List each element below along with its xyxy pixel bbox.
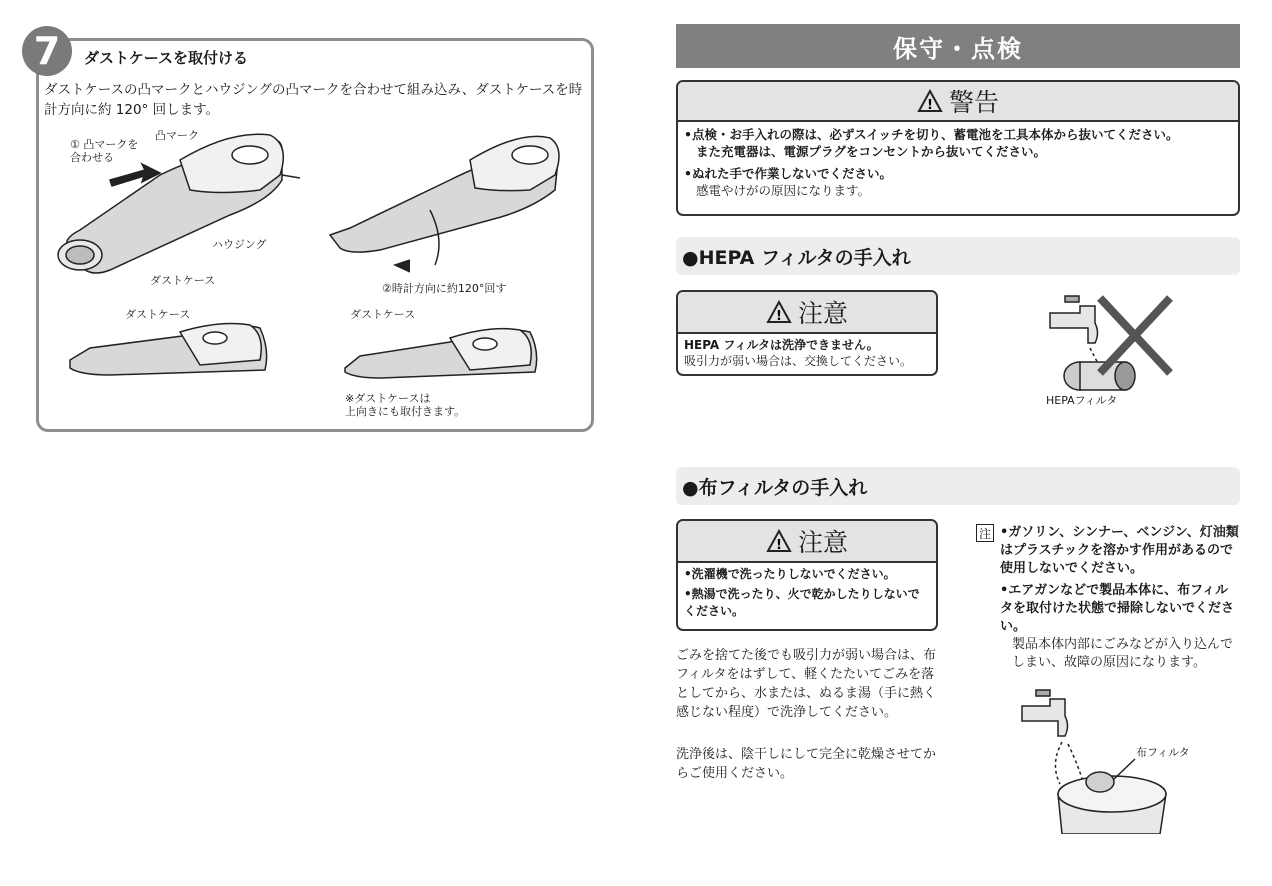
- vacuum-illustration-case-up: [345, 329, 537, 378]
- cross-icon: [1100, 298, 1170, 373]
- cloth-caution-box: [676, 519, 938, 631]
- label-rotate: ②時計方向に約120°回す: [382, 282, 507, 295]
- note-item-1: •ガソリン、シンナー、ベンジン、灯油類はプラスチックを溶かす作用があるので使用しないでください。: [1000, 525, 1239, 576]
- caution-triangle-icon: [766, 300, 792, 324]
- faucet-icon: [1050, 306, 1098, 343]
- hepa-caution-body: [678, 334, 936, 372]
- warning-item-1: •点検・お手入れの際は、必ずスイッチを切り、蓄電池を工具本体から抜いてください。: [684, 127, 1179, 142]
- note-mark: 注: [976, 524, 994, 542]
- hepa-filter-label: HEPAフィルタ: [1046, 394, 1118, 407]
- step-description: ダストケースの凸マークとハウジングの凸マークを合わせて組み込み、ダストケースを時計方向に約 120° 回します。: [44, 82, 583, 118]
- cloth-filter-icon: [1086, 772, 1114, 792]
- warning-triangle-icon: [917, 89, 943, 113]
- label-dust-case-2: ダストケース: [125, 308, 191, 321]
- cloth-paragraph-1: ごみを捨てた後でも吸引力が弱い場合は、布フィルタをはずして、軽くたたいてごみを落としてから、水または、ぬるま湯（手に熱く感じない程度）で洗浄してください。: [676, 648, 937, 720]
- cloth-caution-item-2: •熱湯で洗ったり、火で乾かしたりしないでください。: [684, 587, 920, 618]
- cloth-caution-body: [678, 563, 936, 623]
- cloth-paragraph-2: 洗浄後は、陰干しにして完全に乾燥させてからご使用ください。: [676, 747, 937, 781]
- step-number-badge: 7: [22, 26, 72, 76]
- warning-item-1b: また充電器は、電源プラグをコンセントから抜いてください。: [696, 144, 1047, 159]
- faucet-icon: [1022, 699, 1068, 736]
- warning-item-2: •ぬれた手で作業しないでください。: [684, 166, 892, 181]
- cloth-caution-header: [678, 521, 936, 563]
- dust-case-illustrations: [50, 120, 590, 420]
- hepa-caution-title: 注意: [797, 299, 848, 328]
- cloth-caution-title: 注意: [797, 528, 848, 557]
- warning-item-2-detail: 感電やけがの原因になります。: [696, 183, 871, 198]
- label-dust-case: ダストケース: [150, 274, 216, 287]
- svg-text:!: !: [927, 98, 933, 113]
- hepa-caution-bold: HEPA フィルタは洗浄できません。: [684, 338, 879, 352]
- label-dust-case-3: ダストケース: [350, 308, 416, 321]
- maintenance-header: 保守・点検: [676, 24, 1240, 68]
- note-item-2-detail: 製品本体内部にごみなどが入り込んでしまい、故障の原因になります。: [1012, 637, 1234, 670]
- warning-header: [678, 82, 1238, 122]
- hepa-no-wash-illustration: [1040, 288, 1190, 398]
- note-list: [1000, 524, 1240, 672]
- hepa-caution-plain: 吸引力が弱い場合は、交換してください。: [684, 354, 913, 368]
- vacuum-illustration-case-down: [70, 324, 267, 375]
- note-item-2: •エアガンなどで製品本体に、布フィルタを取付けた状態で掃除しないでください。: [1000, 583, 1235, 634]
- label-upward-note: ※ダストケースは 上向きにも取付きます。: [345, 392, 466, 418]
- label-bump-mark: 凸マーク: [155, 129, 199, 142]
- cloth-section-title: ●布フィルタの手入れ: [676, 467, 1240, 505]
- step-title: ダストケースを取付ける: [84, 49, 248, 67]
- warning-body: [678, 122, 1238, 203]
- hepa-caution-header: [678, 292, 936, 334]
- caution-triangle-icon: [766, 529, 792, 553]
- warning-box: [676, 80, 1240, 216]
- svg-text:!: !: [776, 309, 782, 324]
- svg-text:!: !: [776, 538, 782, 553]
- label-housing: ハウジング: [212, 238, 267, 251]
- label-align-marks: ① 凸マークを 合わせる: [70, 138, 139, 164]
- cloth-caution-item-1: •洗濯機で洗ったりしないでください。: [684, 567, 896, 581]
- hepa-section-title: ●HEPA フィルタの手入れ: [676, 237, 1240, 275]
- hepa-caution-box: [676, 290, 938, 376]
- cloth-filter-label: 布フィルタ: [1136, 746, 1190, 759]
- vacuum-illustration-rotate: [330, 136, 559, 272]
- warning-title: 警告: [948, 88, 999, 117]
